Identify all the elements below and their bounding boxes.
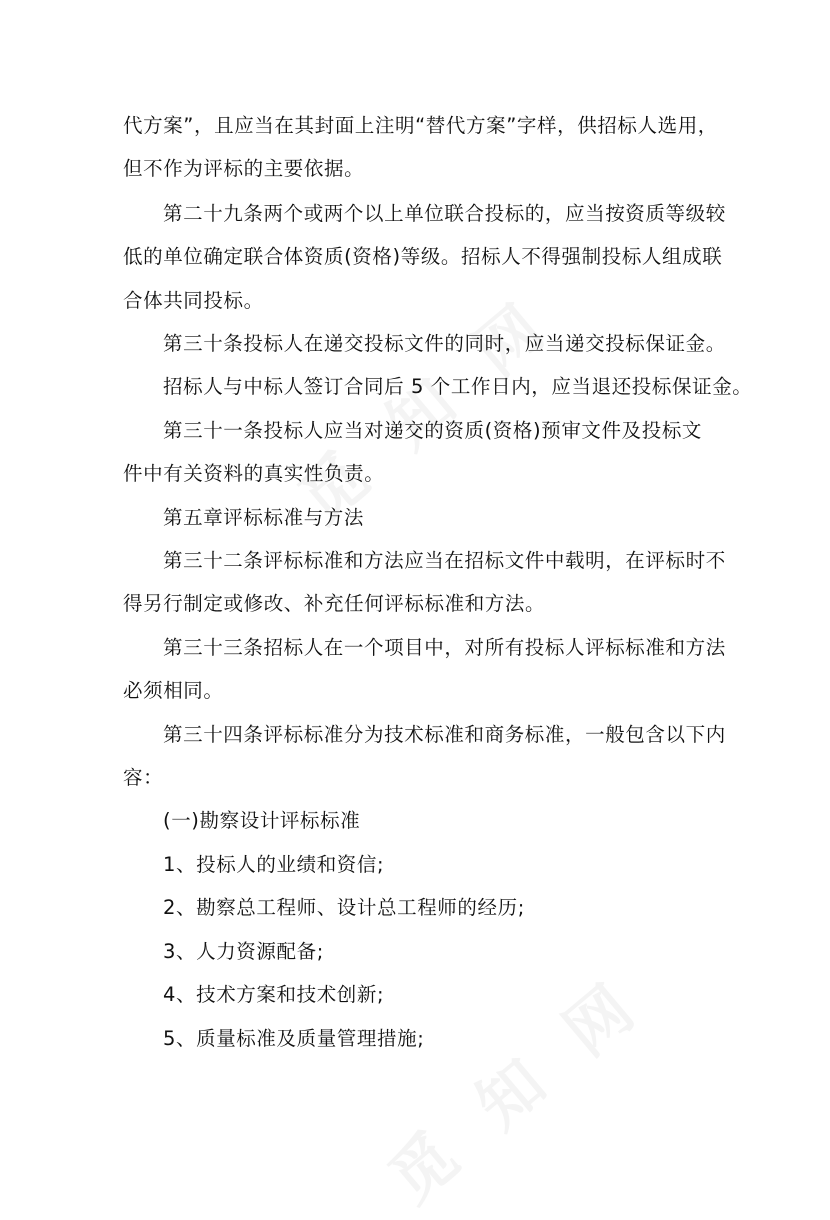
list-item: 2、勘察总工程师、设计总工程师的经历;: [163, 896, 525, 919]
text-line: 第二十九条两个或两个以上单位联合投标的，应当按资质等级较: [163, 202, 726, 225]
text-line: 合体共同投标。: [123, 289, 264, 312]
text-line: 代方案”，且应当在其封面上注明“替代方案”字样，供招标人选用，: [123, 114, 718, 137]
text-line: 得另行制定或修改、补充任何评标标准和方法。: [123, 592, 546, 615]
watermark: [366, 952, 660, 1220]
list-item: 5、质量标准及质量管理措施;: [163, 1027, 425, 1050]
section-heading: 第五章评标标准与方法: [163, 506, 365, 529]
text-line: 容：: [123, 766, 164, 789]
list-item: 1、投标人的业绩和资信;: [163, 853, 385, 876]
text-line: 第三十三条招标人在一个项目中，对所有投标人评标标准和方法: [163, 636, 726, 659]
text-line: 招标人与中标人签订合同后 5 个工作日内，应当退还投标保证金。: [163, 375, 753, 398]
watermark: [276, 272, 570, 540]
text-line: 第三十二条评标标准和方法应当在招标文件中载明，在评标时不: [163, 549, 726, 572]
text-line: 件中有关资料的真实性负责。: [123, 462, 385, 485]
text-line: 第三十四条评标标准分为技术标准和商务标准，一般包含以下内: [163, 723, 726, 746]
text-line: 第三十一条投标人应当对递交的资质(资格)预审文件及投标文: [163, 419, 703, 442]
list-item: 3、人力资源配备;: [163, 940, 324, 963]
text-line: 低的单位确定联合体资质(资格)等级。招标人不得强制投标人组成联: [123, 245, 723, 268]
text-line: 但不作为评标的主要依据。: [123, 157, 365, 180]
text-line: 必须相同。: [123, 679, 224, 702]
list-item: 4、技术方案和技术创新;: [163, 983, 385, 1006]
subsection-heading: (一)勘察设计评标标准: [163, 809, 361, 832]
text-line: 第三十条投标人在递交投标文件的同时，应当递交投标保证金。: [163, 332, 726, 355]
